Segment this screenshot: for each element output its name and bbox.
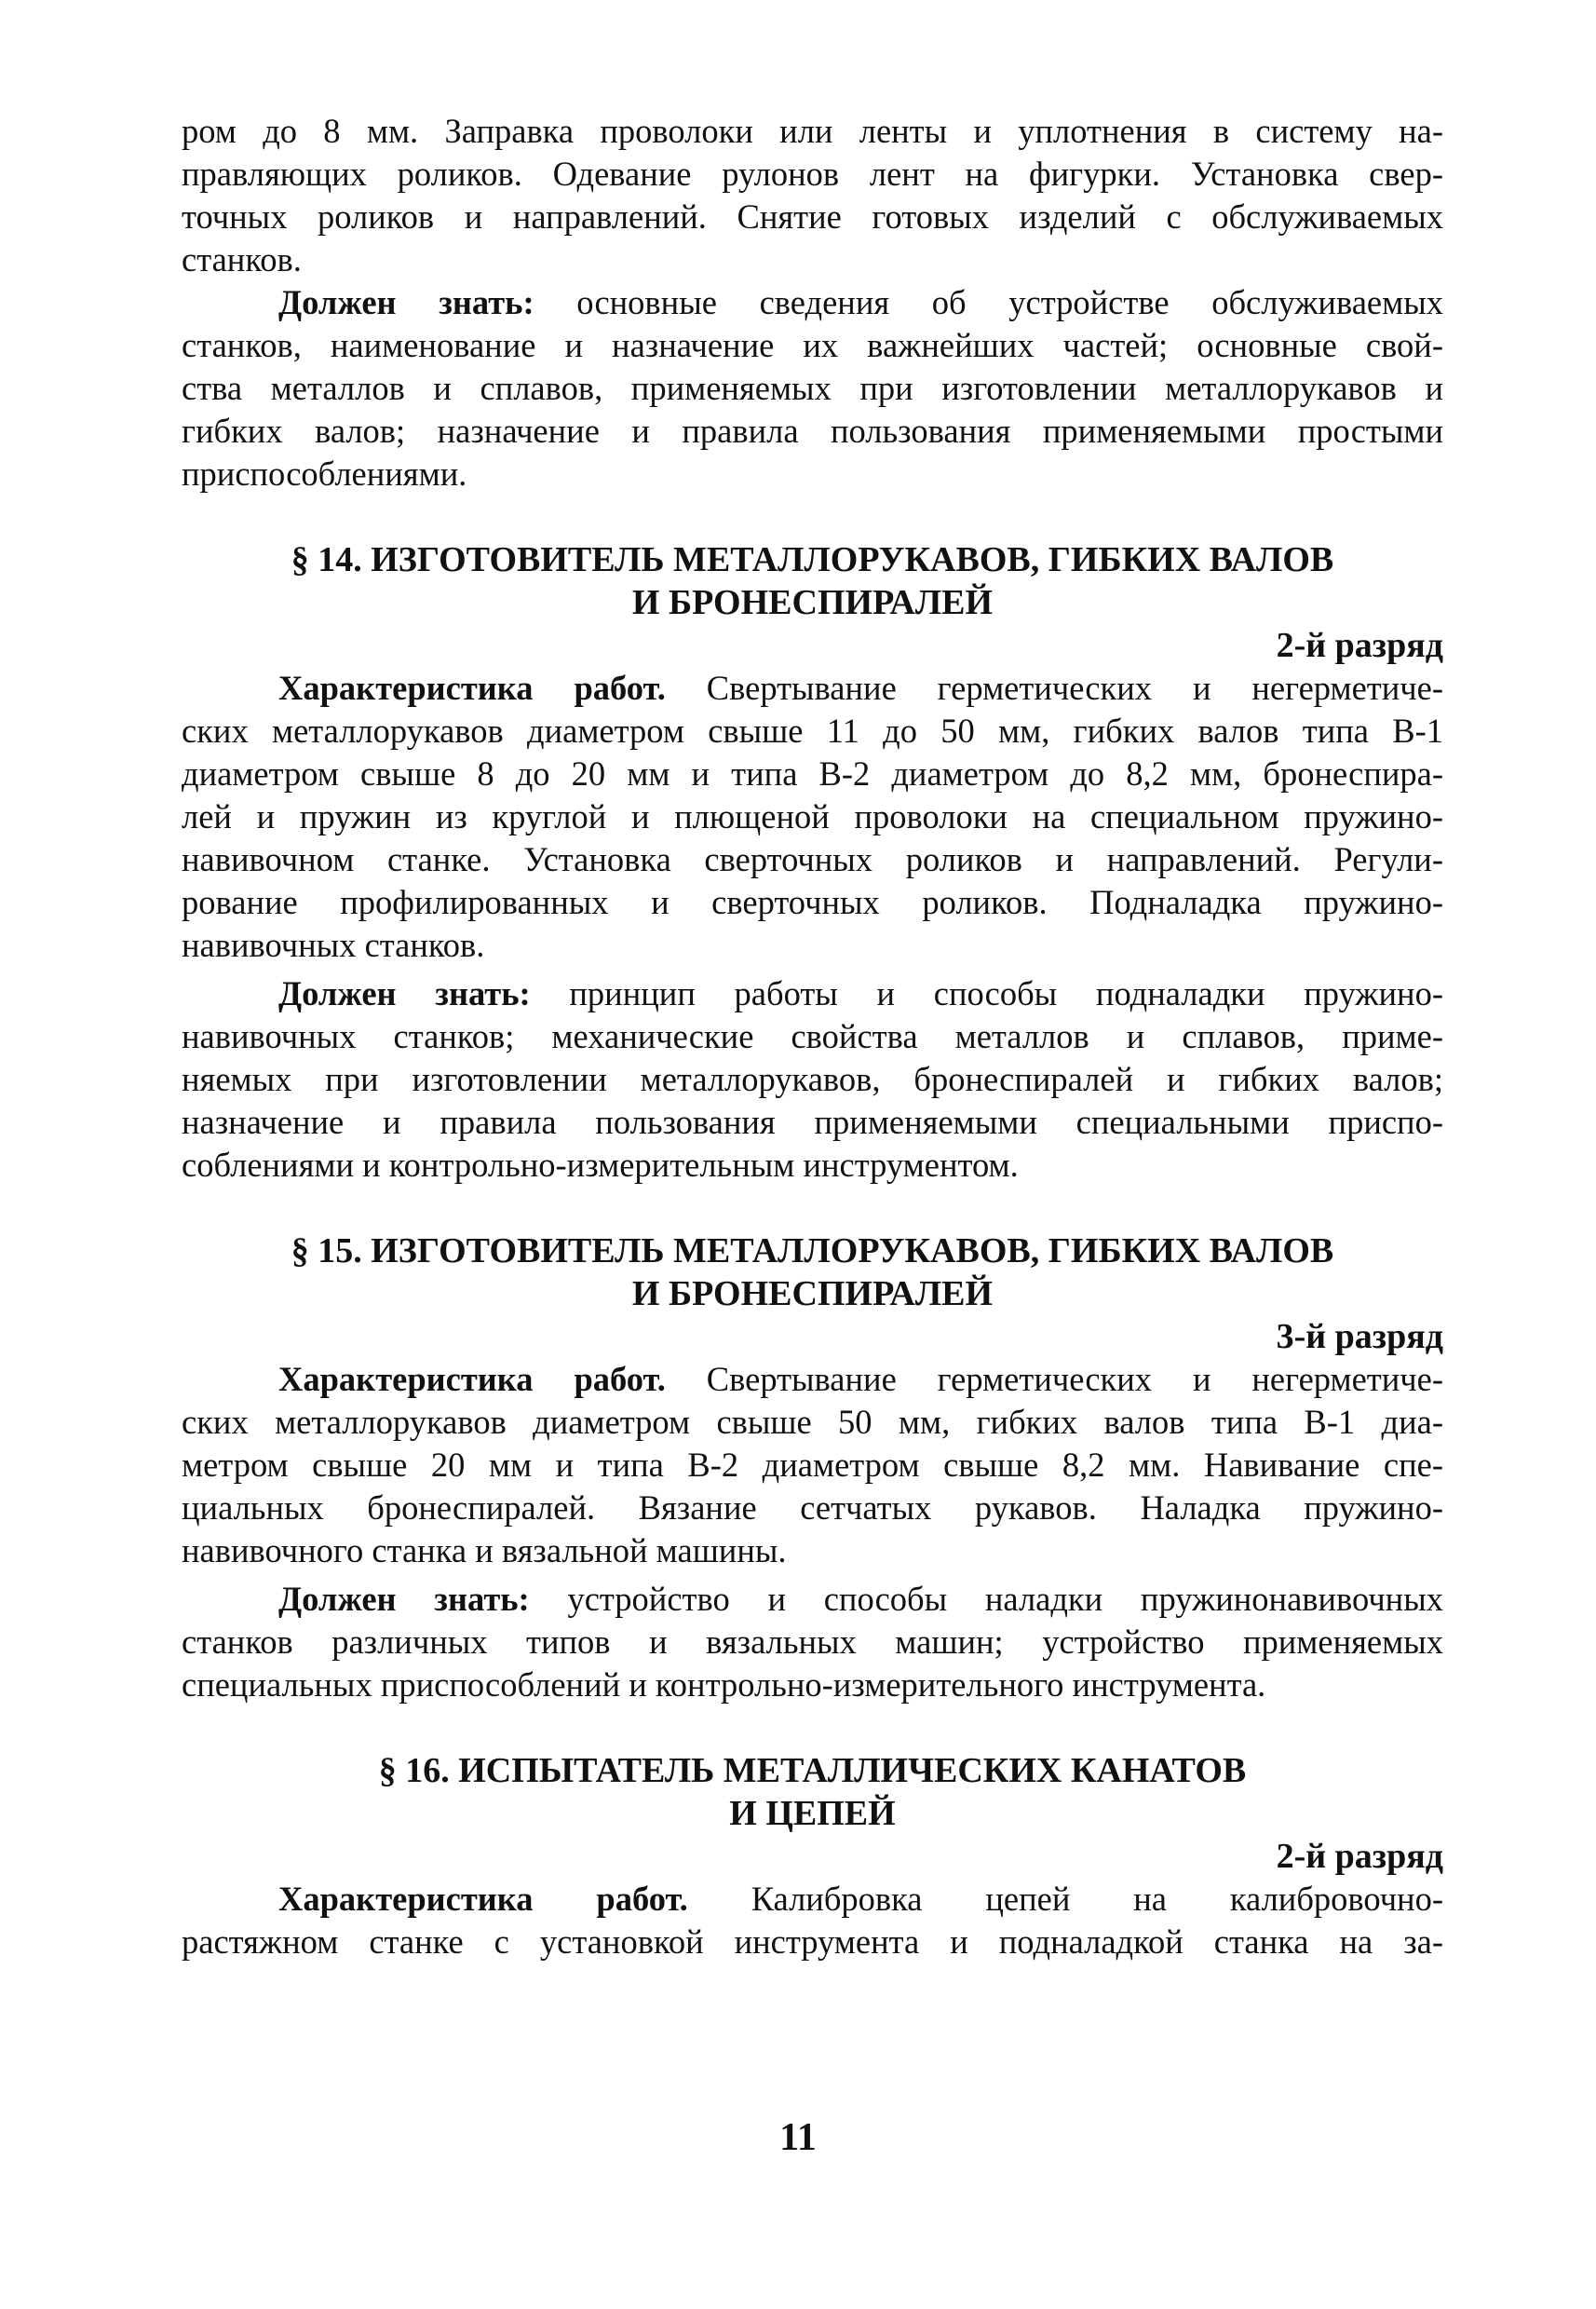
text-line: рование профилированных и сверточных роликов. Подналадка пружино- xyxy=(182,883,1443,921)
text-line: Должен знать: основные сведения об устройстве обслуживаемых xyxy=(278,283,1443,321)
text-line: циальных бронеспиралей. Вязание сетчатых рукавов. Наладка пружино- xyxy=(182,1488,1443,1527)
text-line: станков различных типов и вязальных машин; устройство применяемых xyxy=(182,1623,1443,1661)
work-paragraph xyxy=(182,667,1443,967)
text-line: станков. xyxy=(182,240,302,278)
text-line: ства металлов и сплавов, применяемых при изготовлении металлорукавов и xyxy=(182,369,1443,407)
work-label: Характеристика работ. xyxy=(278,669,666,707)
intro-knowledge-paragraph xyxy=(182,281,1443,496)
text-line: Должен знать: принцип работы и способы подналадки пружино- xyxy=(278,974,1443,1012)
knowledge-label: Должен знать: xyxy=(278,283,534,321)
knowledge-label: Должен знать: xyxy=(278,1580,530,1618)
text-line: диаметром свыше 8 до 20 мм и типа В-2 диаметром до 8,2 мм, бронеспира- xyxy=(182,754,1443,793)
section-14 xyxy=(182,538,1443,1187)
text-line: точных роликов и направлений. Снятие готовых изделий с обслуживаемых xyxy=(182,197,1443,236)
grade-label: 3-й разряд xyxy=(1276,1317,1443,1356)
knowledge-paragraph xyxy=(182,972,1443,1187)
text-line: станков, наименование и назначение их важнейших частей; основные свой- xyxy=(182,326,1443,364)
text-line: назначение и правила пользования применяемыми специальными приспо- xyxy=(182,1103,1443,1141)
text-line: приспособлениями. xyxy=(182,455,467,493)
text-line: лей и пружин из круглой и плющеной проволоки на специальном пружино- xyxy=(182,797,1443,835)
text-line: правляющих роликов. Одевание рулонов лент на фигурки. Установка свер- xyxy=(182,155,1443,193)
section-title: § 15. ИЗГОТОВИТЕЛЬ МЕТАЛЛОРУКАВОВ, ГИБКИХ ВАЛОВ И БРОНЕСПИРАЛЕЙ xyxy=(291,1231,1334,1313)
work-label: Характеристика работ. xyxy=(278,1360,666,1398)
text-line: специальных приспособлений и контрольно-измерительного инструмента. xyxy=(182,1665,1266,1704)
text-line: няемых при изготовлении металлорукавов, бронеспиралей и гибких валов; xyxy=(182,1060,1443,1098)
text-line: ских металлорукавов диаметром свыше 11 до 50 мм, гибких валов типа В-1 xyxy=(182,712,1443,750)
text-line: Характеристика работ. Калибровка цепей на калибровочно- xyxy=(278,1880,1443,1918)
text-line: ских металлорукавов диаметром свыше 50 мм, гибких валов типа В-1 диа- xyxy=(182,1403,1443,1441)
work-paragraph xyxy=(182,1878,1443,1963)
work-label: Характеристика работ. xyxy=(278,1880,688,1918)
grade-label: 2-й разряд xyxy=(1276,1837,1443,1876)
grade-label: 2-й разряд xyxy=(1276,626,1443,665)
section-title: § 14. ИЗГОТОВИТЕЛЬ МЕТАЛЛОРУКАВОВ, ГИБКИХ ВАЛОВ И БРОНЕСПИРАЛЕЙ xyxy=(291,540,1334,622)
text-line: навивочного станка и вязальной машины. xyxy=(182,1531,787,1569)
work-paragraph xyxy=(182,1358,1443,1572)
text-line: навивочных станков; механические свойства металлов и сплавов, приме- xyxy=(182,1017,1443,1055)
knowledge-label: Должен знать: xyxy=(278,974,531,1012)
page-number: 11 xyxy=(779,2116,817,2159)
text-line: навивочном станке. Установка сверточных роликов и направлений. Регули- xyxy=(182,840,1443,878)
text-line: ром до 8 мм. Заправка проволоки или ленты и уплотнения в систему на- xyxy=(182,112,1443,150)
text-line: растяжном станке с установкой инструмента и подналадкой станка на за- xyxy=(182,1922,1443,1961)
text-line: Характеристика работ. Свертывание герметических и негерметиче- xyxy=(278,1360,1443,1398)
text-line: Характеристика работ. Свертывание герметических и негерметиче- xyxy=(278,669,1443,707)
text-line: гибких валов; назначение и правила пользования применяемыми простыми xyxy=(182,412,1443,450)
text-line: Должен знать: устройство и способы наладки пружинонавивочных xyxy=(278,1580,1443,1618)
knowledge-paragraph xyxy=(182,1578,1443,1706)
document-page xyxy=(182,110,1443,1963)
text-line: соблениями и контрольно-измерительным инструментом. xyxy=(182,1146,1019,1184)
section-16 xyxy=(182,1749,1443,1963)
text-line: метром свыше 20 мм и типа В-2 диаметром свыше 8,2 мм. Навивание спе- xyxy=(182,1446,1443,1484)
section-15 xyxy=(182,1229,1443,1706)
text-line: навивочных станков. xyxy=(182,926,485,964)
section-title: § 16. ИСПЫТАТЕЛЬ МЕТАЛЛИЧЕСКИХ КАНАТОВ И ЦЕПЕЙ xyxy=(378,1751,1247,1833)
intro-paragraph xyxy=(182,110,1443,281)
